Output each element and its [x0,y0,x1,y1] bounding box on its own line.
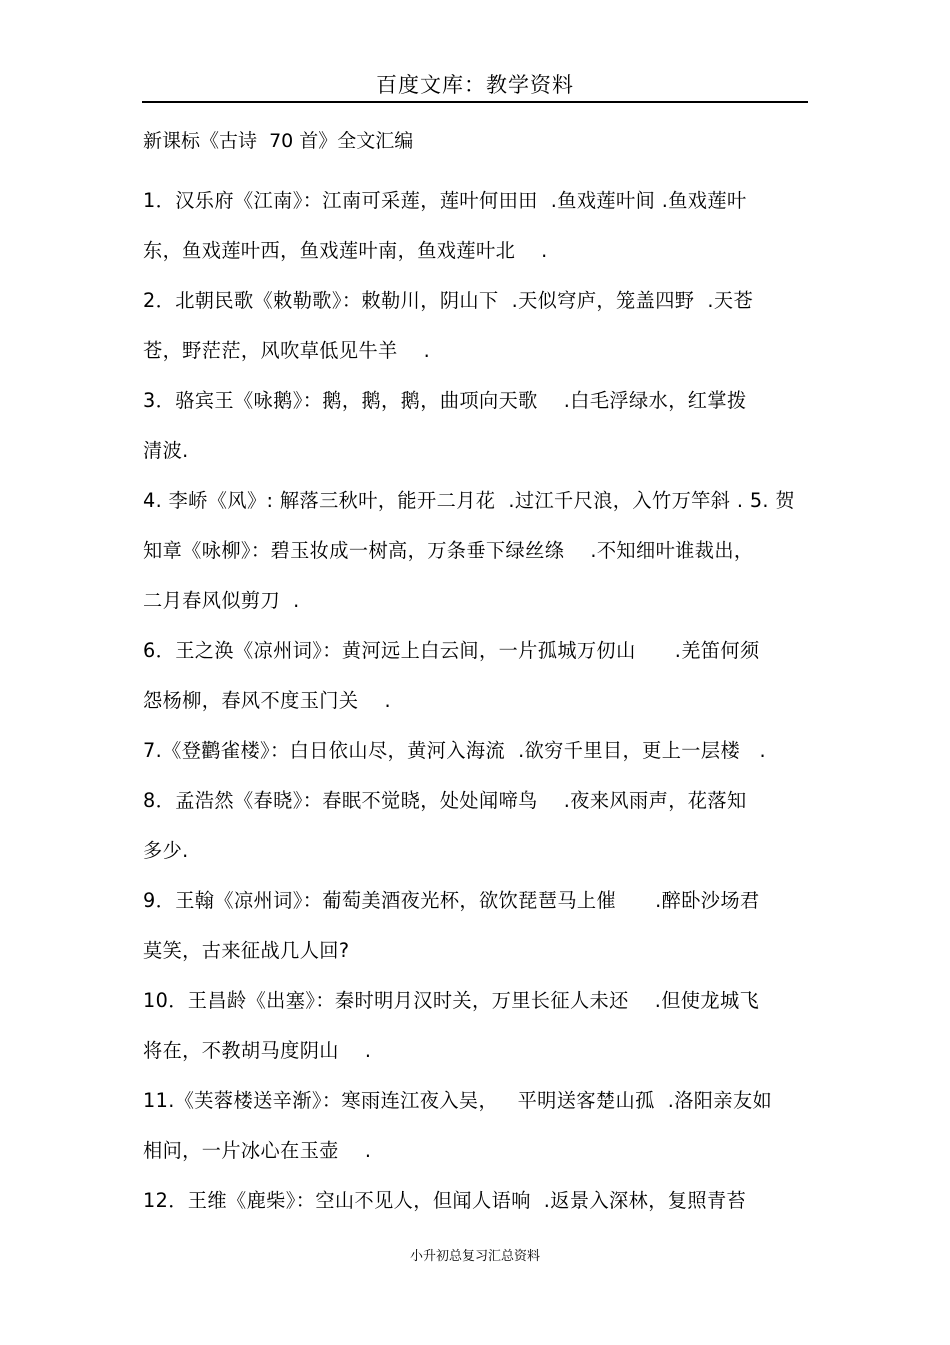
poem-entry-12 [143,1176,809,1226]
poem-entry-4 [143,476,809,626]
header-divider [142,101,808,103]
poem-line: 11.《芙蓉楼送辛渐》：寒雨连江夜入吴， 平明送客楚山孤 .洛阳亲友如 [143,1089,773,1112]
poem-entry-6 [143,626,809,726]
poem-line: 清波. [143,439,189,462]
poem-entry-9 [143,876,809,976]
poem-entry-10 [143,976,809,1076]
page-header-title: 百度文库：教学资料 [376,73,574,97]
document-body [143,126,809,1226]
poem-entry-3 [143,376,809,476]
poem-line: 知章《咏柳》：碧玉妆成一树高，万条垂下绿丝绦 .不知细叶谁裁出， [143,539,754,562]
poem-entry-11 [143,1076,809,1176]
poem-line: 东，鱼戏莲叶西，鱼戏莲叶南，鱼戏莲叶北 . [143,239,548,262]
poem-entry-1 [143,176,809,276]
document-title: 新课标《古诗 70 首》全文汇编 [143,130,414,152]
poem-line: 8．孟浩然《春晓》：春眠不觉晓，处处闻啼鸟 .夜来风雨声，花落知 [143,789,747,812]
poem-entry-7 [143,726,809,776]
poem-entry-2 [143,276,809,376]
poem-entry-8 [143,776,809,876]
page-footer: 小升初总复习汇总资料 [409,1249,540,1264]
poem-line: 多少. [143,839,189,862]
poem-line: 2．北朝民歌《敕勒歌》：敕勒川，阴山下 .天似穹庐，笼盖四野 .天苍 [143,289,754,312]
poem-line: 10．王昌龄《出塞》：秦时明月汉时关，万里长征人未还 .但使龙城飞 [143,989,760,1012]
poem-line: 7.《登鹳雀楼》：白日依山尽，黄河入海流 .欲穷千里目，更上一层楼 . [143,739,767,762]
poem-line: 莫笑，古来征战几人回? [143,939,350,962]
poem-line: 苍，野茫茫，风吹草低见牛羊 . [143,339,431,362]
poem-line: 怨杨柳，春风不度玉门关 . [143,689,391,712]
poem-line: 将在，不教胡马度阴山 . [143,1039,372,1062]
poem-line: 3．骆宾王《咏鹅》：鹅，鹅，鹅，曲项向天歌 .白毛浮绿水，红掌拨 [143,389,747,412]
poem-line: 9．王翰《凉州词》：葡萄美酒夜光杯，欲饮琵琶马上催 .醉卧沙场君 [143,889,760,912]
poem-line: 1．汉乐府《江南》：江南可采莲，莲叶何田田 .鱼戏莲叶间 .鱼戏莲叶 [143,189,747,212]
poem-line: 12．王维《鹿柴》：空山不见人，但闻人语响 .返景入深林，复照青苔 [143,1189,747,1212]
poem-line: 二月春风似剪刀 . [143,589,300,612]
poem-line: 6．王之涣《凉州词》：黄河远上白云间，一片孤城万仞山 .羌笛何须 [143,639,760,662]
poem-line: 4. 李峤《风》: 解落三秋叶，能开二月花 .过江千尺浪，入竹万竿斜 . 5. 贺 [143,489,796,512]
poem-line: 相问，一片冰心在玉壶 . [143,1139,372,1162]
